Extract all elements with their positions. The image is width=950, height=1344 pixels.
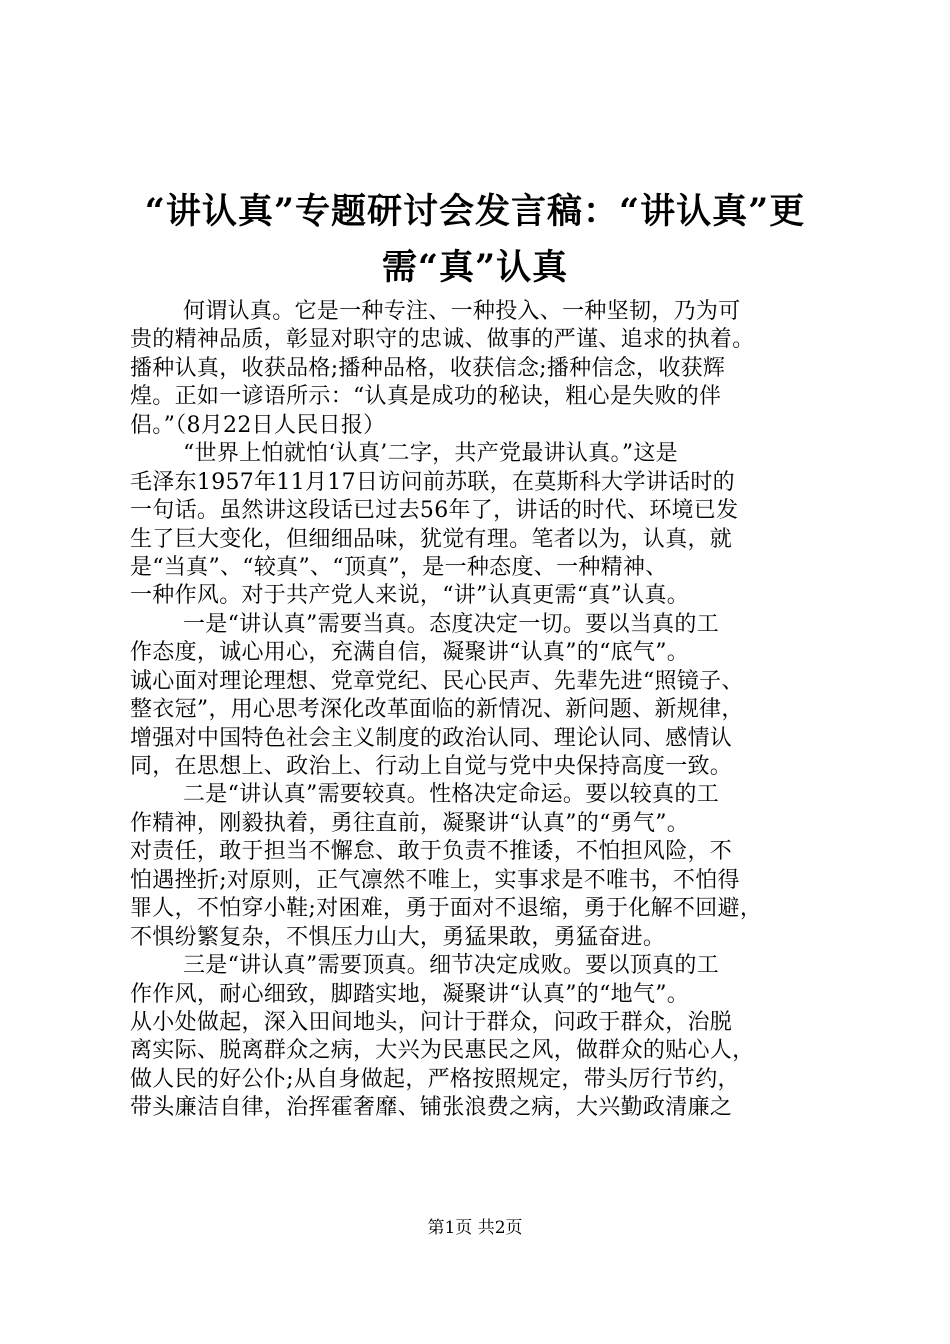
body-text-line: 毛泽东1957年11月17日访问前苏联，在莫斯科大学讲话时的 (130, 469, 735, 495)
body-text-line: 不惧纷繁复杂，不惧压力山大，勇猛果敢，勇猛奋进。 (130, 924, 666, 950)
body-text-line: 何谓认真。它是一种专注、一种投入、一种坚韧，乃为可 (183, 299, 741, 324)
body-text-line: 播种认真，收获品格;播种品格，收获信念;播种信念，收获辉 (130, 355, 726, 381)
page-footer: 第1页 共2页 (427, 1218, 523, 1238)
body-text-line: 作作风，耐心细致，脚踏实地，凝聚讲“认真”的“地气”。 (130, 981, 690, 1007)
body-text-line: 一种作风。对于共产党人来说，“讲”认真更需“真”认真。 (130, 583, 690, 609)
document-body (130, 298, 830, 1123)
body-text-line: 对责任，敢于担当不懈怠、敢于负责不推诿，不怕担风险，不 (130, 839, 733, 865)
body-text-line: 离实际、脱离群众之病，大兴为民惠民之风，做群众的贴心人， (130, 1038, 755, 1064)
body-text-line: 作态度，诚心用心，充满自信，凝聚讲“认真”的“底气”。 (130, 640, 690, 666)
body-text-line: 侣。”（8月22日人民日报） (130, 412, 386, 438)
body-text-line: 二是“讲认真”需要较真。性格决定命运。要以较真的工 (183, 782, 719, 808)
body-text-line: 带头廉洁自律，治挥霍奢靡、铺张浪费之病，大兴勤政清廉之 (130, 1095, 733, 1121)
body-text-line: 怕遇挫折;对原则，正气凛然不唯上，实事求是不唯书，不怕得 (130, 867, 740, 893)
body-text-line: 做人民的好公仆;从自身做起，严格按照规定，带头厉行节约， (130, 1066, 740, 1092)
body-text-line: “世界上怕就怕‘认真’二字，共产党最讲认真。”这是 (183, 441, 678, 467)
body-text-line: 作精神，刚毅执着，勇往直前，凝聚讲“认真”的“勇气”。 (130, 810, 690, 836)
body-text-line: 同，在思想上、政治上、行动上自觉与党中央保持高度一致。 (130, 754, 733, 779)
body-text-line: 诚心面对理论理想、党章党纪、民心民声、先辈先进“照镜子、 (130, 668, 744, 694)
body-text-line: 整衣冠”，用心思考深化改革面临的新情况、新问题、新规律， (130, 697, 744, 723)
body-text-line: 一是“讲认真”需要当真。态度决定一切。要以当真的工 (183, 611, 719, 637)
body-text-line: 三是“讲认真”需要顶真。细节决定成败。要以顶真的工 (183, 953, 719, 979)
document-title-line-2: 需“真”认真 (381, 247, 569, 288)
body-text-line: 煌。正如一谚语所示：“认真是成功的秘诀，粗心是失败的伴 (130, 384, 722, 410)
document-title-line-1: “讲认真”专题研讨会发言稿：“讲认真”更 (144, 191, 806, 232)
body-text-line: 一句话。虽然讲这段话已过去56年了，讲话的时代、环境已发 (130, 498, 739, 524)
body-text-line: 罪人，不怕穿小鞋;对困难，勇于面对不退缩，勇于化解不回避， (130, 896, 763, 922)
body-text-line: 贵的精神品质，彰显对职守的忠诚、做事的严谨、追求的执着。 (130, 327, 755, 353)
body-text-line: 从小处做起，深入田间地头，问计于群众，问政于群众，治脱 (130, 1009, 733, 1035)
body-text-line: 增强对中国特色社会主义制度的政治认同、理论认同、感情认 (130, 725, 733, 751)
body-text-line: 生了巨大变化，但细细品味，犹觉有理。笔者以为，认真，就 (130, 526, 733, 552)
body-text-line: 是“当真”、“较真”、“顶真”，是一种态度、一种精神、 (130, 554, 668, 580)
